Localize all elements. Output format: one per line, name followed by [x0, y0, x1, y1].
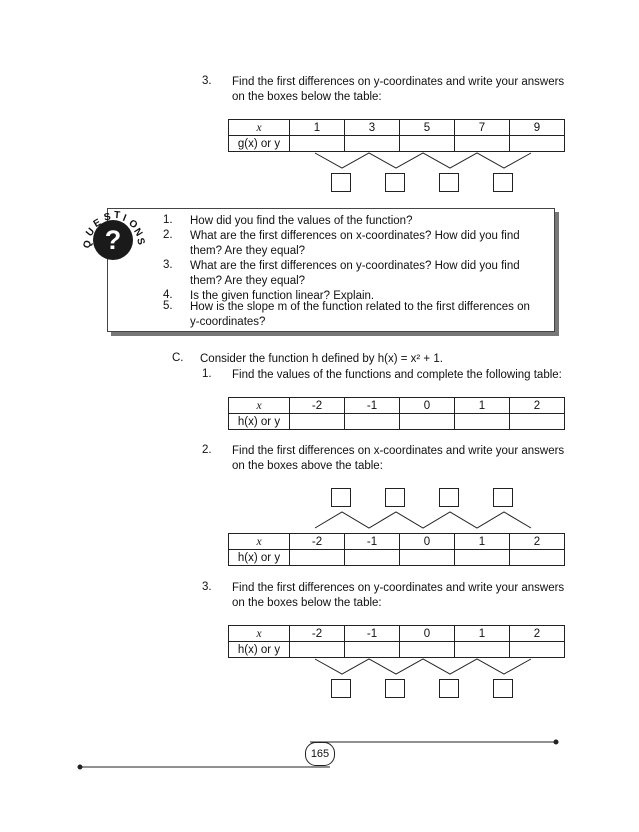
- x-value: -1: [345, 534, 400, 550]
- question-number: 5.: [163, 300, 173, 312]
- instruction-line: Find the first differences on y-coordinates and write your answers: [232, 582, 565, 594]
- x-value: 7: [455, 120, 510, 136]
- table-header-y: h(x) or y: [229, 550, 290, 566]
- x-value: -1: [345, 626, 400, 642]
- section-letter: C.: [172, 352, 184, 364]
- question-text: What are the first differences on x-coordinates? How did you find: [190, 230, 520, 242]
- question-text: How did you find the values of the function?: [190, 215, 413, 227]
- page-number: 165: [305, 742, 335, 766]
- badge-letter: E: [91, 217, 103, 230]
- x-value: 0: [400, 626, 455, 642]
- x-value: 2: [510, 398, 565, 414]
- badge-letter: I: [121, 212, 128, 225]
- badge-letter: S: [102, 211, 112, 224]
- question-mark-icon: ?: [93, 220, 133, 260]
- badge-letter: S: [134, 236, 147, 247]
- question-number: 1.: [163, 214, 173, 226]
- x-value: 2: [510, 626, 565, 642]
- x-value: 3: [345, 120, 400, 136]
- x-value: 0: [400, 398, 455, 414]
- badge-letter: Q: [81, 238, 95, 251]
- question-number: 2.: [163, 229, 173, 241]
- instruction-line: Find the first differences on y-coordinates and write your answers: [232, 76, 565, 88]
- x-value: 0: [400, 534, 455, 550]
- instruction-line: Find the first differences on x-coordinates and write your answers: [232, 445, 565, 457]
- x-value: 5: [400, 120, 455, 136]
- section-intro: Consider the function h defined by h(x) = x² + 1.: [200, 353, 443, 365]
- x-value: 1: [290, 120, 345, 136]
- badge-letter: U: [84, 226, 98, 239]
- item-number: 3.: [202, 75, 212, 87]
- x-value: 1: [455, 534, 510, 550]
- x-value: -2: [290, 534, 345, 550]
- question-text: them? Are they equal?: [190, 275, 306, 287]
- badge-letter: O: [126, 217, 140, 232]
- table-header-y: g(x) or y: [229, 136, 290, 152]
- badge-letter: N: [131, 226, 145, 239]
- item-number: 1.: [202, 368, 212, 380]
- x-value: -2: [290, 398, 345, 414]
- question-number: 4.: [163, 289, 173, 301]
- table-header-y: h(x) or y: [229, 642, 290, 658]
- question-text: Is the given function linear? Explain.: [190, 290, 375, 302]
- instruction-line: on the boxes below the table:: [232, 597, 382, 609]
- item-number: 2.: [202, 444, 212, 456]
- table-header-x: x: [229, 120, 290, 136]
- question-text: them? Are they equal?: [190, 245, 306, 257]
- table-header-y: h(x) or y: [229, 414, 290, 430]
- question-text: How is the slope m of the function related to the first differences on: [190, 301, 530, 313]
- x-value: 2: [510, 534, 565, 550]
- question-number: 3.: [163, 259, 173, 271]
- question-text: What are the first differences on y-coordinates? How did you find: [190, 260, 520, 272]
- table-header-x: x: [229, 398, 290, 414]
- x-value: 1: [455, 398, 510, 414]
- item-number: 3.: [202, 581, 212, 593]
- x-value: 9: [510, 120, 565, 136]
- x-value: -2: [290, 626, 345, 642]
- badge-letter: T: [113, 209, 121, 222]
- question-text: y-coordinates?: [190, 316, 266, 328]
- instruction-line: Find the values of the functions and complete the following table:: [232, 369, 562, 381]
- table-header-x: x: [229, 534, 290, 550]
- table-header-x: x: [229, 626, 290, 642]
- instruction-line: on the boxes below the table:: [232, 91, 382, 103]
- x-value: -1: [345, 398, 400, 414]
- x-value: 1: [455, 626, 510, 642]
- instruction-line: on the boxes above the table:: [232, 460, 383, 472]
